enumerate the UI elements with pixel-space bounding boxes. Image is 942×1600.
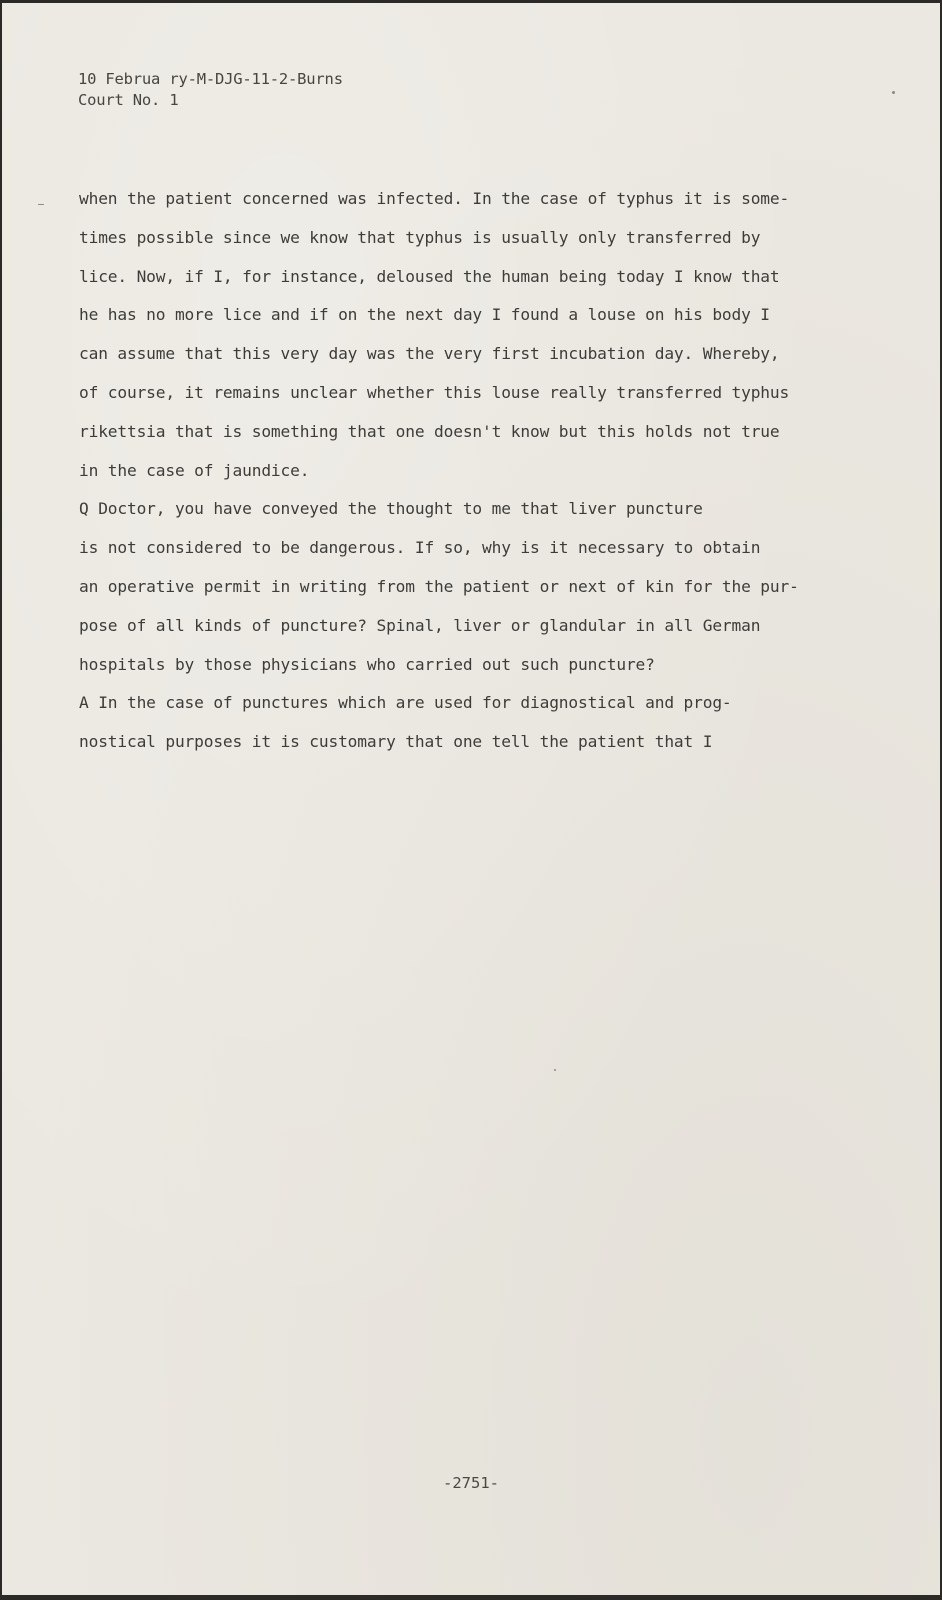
- question-line: Q Doctor, you have conveyed the thought to me that liver puncture: [79, 499, 703, 519]
- text-line: pose of all kinds of puncture? Spinal, liver or glandular in all German: [79, 615, 761, 635]
- text-line: is not considered to be dangerous. If so, why is it necessary to obtain: [79, 538, 761, 558]
- paper-speck: [892, 91, 895, 94]
- document-header: [78, 69, 343, 111]
- text-line: when the patient concerned was infected. In the case of typhus it is some-: [79, 189, 790, 208]
- text-line: he has no more lice and if on the next day I found a louse on his body I: [79, 305, 770, 325]
- paper-speck: [554, 1069, 556, 1071]
- text-line: in the case of jaundice.: [79, 460, 310, 480]
- text-line: an operative permit in writing from the patient or next of kin for the pur-: [79, 576, 799, 596]
- text-line: of course, it remains unclear whether this louse really transferred typhus: [79, 382, 790, 402]
- text-line: can assume that this very day was the very first incubation day. Whereby,: [79, 344, 780, 364]
- header-date-code: 10 Februa ry-M-DJG-11-2-Burns: [78, 70, 343, 88]
- text-line: times possible since we know that typhus is usually only transferred by: [79, 227, 761, 247]
- transcript-body: [79, 188, 879, 770]
- text-line: rikettsia that is something that one doesn't know but this holds not true: [79, 421, 780, 441]
- text-line: lice. Now, if I, for instance, deloused the human being today I know that: [79, 266, 780, 286]
- paper-speck: [38, 204, 44, 205]
- page-number: -2751-: [443, 1474, 499, 1492]
- text-line: hospitals by those physicians who carried out such puncture?: [79, 654, 655, 674]
- document-page: [2, 3, 940, 1595]
- header-court: Court No. 1: [78, 91, 179, 109]
- answer-line: A In the case of punctures which are used for diagnostical and prog-: [79, 693, 732, 713]
- text-line: nostical purposes it is customary that one tell the patient that I: [79, 732, 713, 752]
